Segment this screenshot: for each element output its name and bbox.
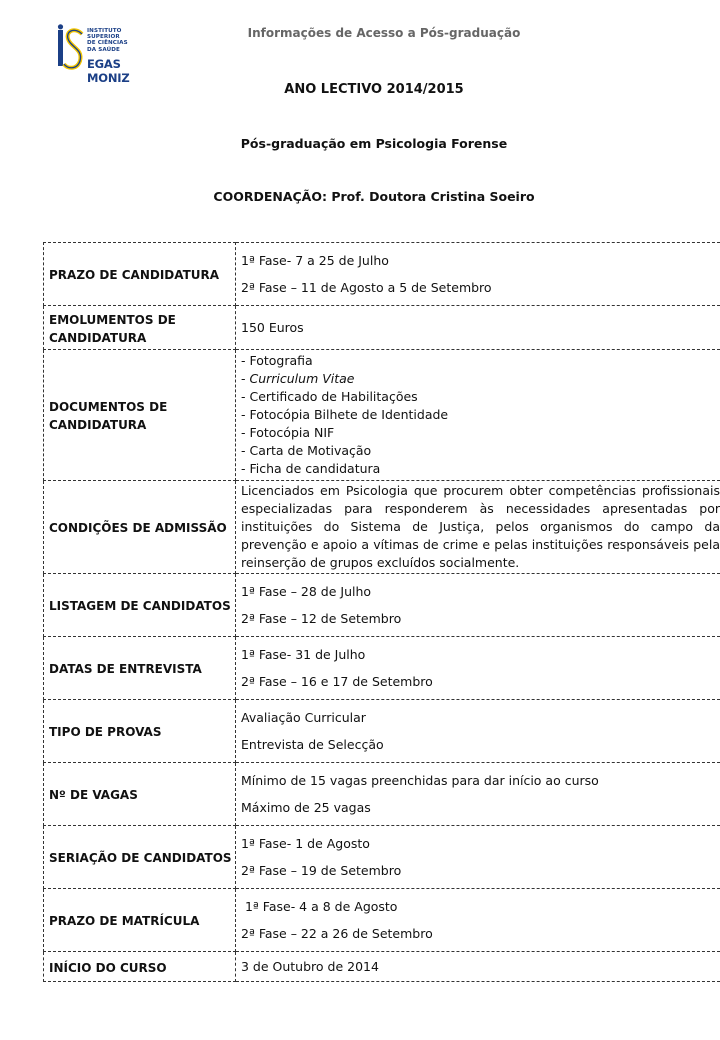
- latin-term: Curriculum Vitae: [249, 371, 355, 386]
- table-row: [44, 763, 720, 826]
- table-row: [44, 306, 720, 350]
- row-value: [236, 826, 720, 889]
- value-line: 2ª Fase – 12 de Setembro: [241, 611, 402, 626]
- document-item: - Fotografia: [241, 353, 313, 368]
- table-row: [44, 637, 720, 700]
- table-row: [44, 952, 720, 982]
- value-line: 150 Euros: [241, 319, 304, 335]
- document-item: - Certificado de Habilitações: [241, 389, 418, 404]
- row-value: [236, 243, 720, 306]
- table-row: [44, 700, 720, 763]
- document-item: - Curriculum Vitae: [241, 371, 355, 386]
- row-label: SERIAÇÃO DE CANDIDATOS: [44, 826, 236, 889]
- row-value: [236, 952, 720, 982]
- row-value: [236, 481, 720, 574]
- academic-year-heading: ANO LECTIVO 2014/2015: [284, 82, 464, 97]
- row-label: PRAZO DE CANDIDATURA: [44, 243, 236, 306]
- value-line: Avaliação Curricular: [241, 710, 366, 725]
- table-row: [44, 350, 720, 481]
- value-line: Máximo de 25 vagas: [241, 800, 371, 815]
- value-line: Mínimo de 15 vagas preenchidas para dar início ao curso: [241, 773, 599, 788]
- row-label: EMOLUMENTOS DE CANDIDATURA: [44, 306, 236, 350]
- admission-conditions-text: Licenciados em Psicologia que procurem obter competências profissionais especializadas para responderem às necessidades apresentadas por instituições do Sistema de Justiça, pelos organismos do campo da prevenção e apoio a vítimas de crime e pelas instituições responsáveis pela reinserção de grupos excluídos socialmente.: [241, 483, 720, 570]
- row-label: TIPO DE PROVAS: [44, 700, 236, 763]
- row-value: [236, 306, 720, 350]
- value-line: 1ª Fase- 1 de Agosto: [241, 836, 370, 851]
- value-line: 1ª Fase- 31 de Julho: [241, 647, 366, 662]
- table-row: [44, 826, 720, 889]
- row-value: [236, 763, 720, 826]
- table-row: [44, 481, 720, 574]
- admission-info-table: [43, 242, 720, 982]
- row-value: [236, 574, 720, 637]
- course-heading: Pós-graduação em Psicologia Forense: [240, 136, 508, 151]
- page-header-title: Informações de Acesso a Pós-graduação: [247, 26, 521, 40]
- row-label: DOCUMENTOS DE CANDIDATURA: [44, 350, 236, 481]
- value-line: 1ª Fase – 28 de Julho: [241, 584, 372, 599]
- row-label: LISTAGEM DE CANDIDATOS: [44, 574, 236, 637]
- logo-institute-text: INSTITUTO SUPERIOR DE CIÊNCIAS DA SAÚDE: [87, 28, 128, 53]
- value-line: Entrevista de Selecção: [241, 737, 384, 752]
- row-label: INÍCIO DO CURSO: [44, 952, 236, 982]
- row-label: Nº DE VAGAS: [44, 763, 236, 826]
- table-row: [44, 889, 720, 952]
- document-item: - Fotocópia NIF: [241, 425, 335, 440]
- row-label: DATAS DE ENTREVISTA: [44, 637, 236, 700]
- value-line: 2ª Fase – 19 de Setembro: [241, 863, 402, 878]
- value-line: 2ª Fase – 22 a 26 de Setembro: [241, 926, 433, 941]
- row-label: CONDIÇÕES DE ADMISSÃO: [44, 481, 236, 574]
- value-line: 2ª Fase – 16 e 17 de Setembro: [241, 674, 433, 689]
- coordination-heading: COORDENAÇÃO: Prof. Doutora Cristina Soeiro: [213, 189, 535, 204]
- document-item: - Carta de Motivação: [241, 443, 372, 458]
- row-value: [236, 889, 720, 952]
- logo-name: EGAS MONIZ: [87, 57, 130, 85]
- row-value: [236, 700, 720, 763]
- document-item: - Fotocópia Bilhete de Identidade: [241, 407, 449, 422]
- value-line: 1ª Fase- 4 a 8 de Agosto: [241, 899, 398, 914]
- row-value: [236, 637, 720, 700]
- value-line: 3 de Outubro de 2014: [241, 958, 379, 974]
- document-item: - Ficha de candidatura: [241, 461, 381, 476]
- row-label: PRAZO DE MATRÍCULA: [44, 889, 236, 952]
- table-row: [44, 243, 720, 306]
- row-value: [236, 350, 720, 481]
- value-line: 1ª Fase- 7 a 25 de Julho: [241, 253, 389, 268]
- value-line: 2ª Fase – 11 de Agosto a 5 de Setembro: [241, 280, 492, 295]
- table-row: [44, 574, 720, 637]
